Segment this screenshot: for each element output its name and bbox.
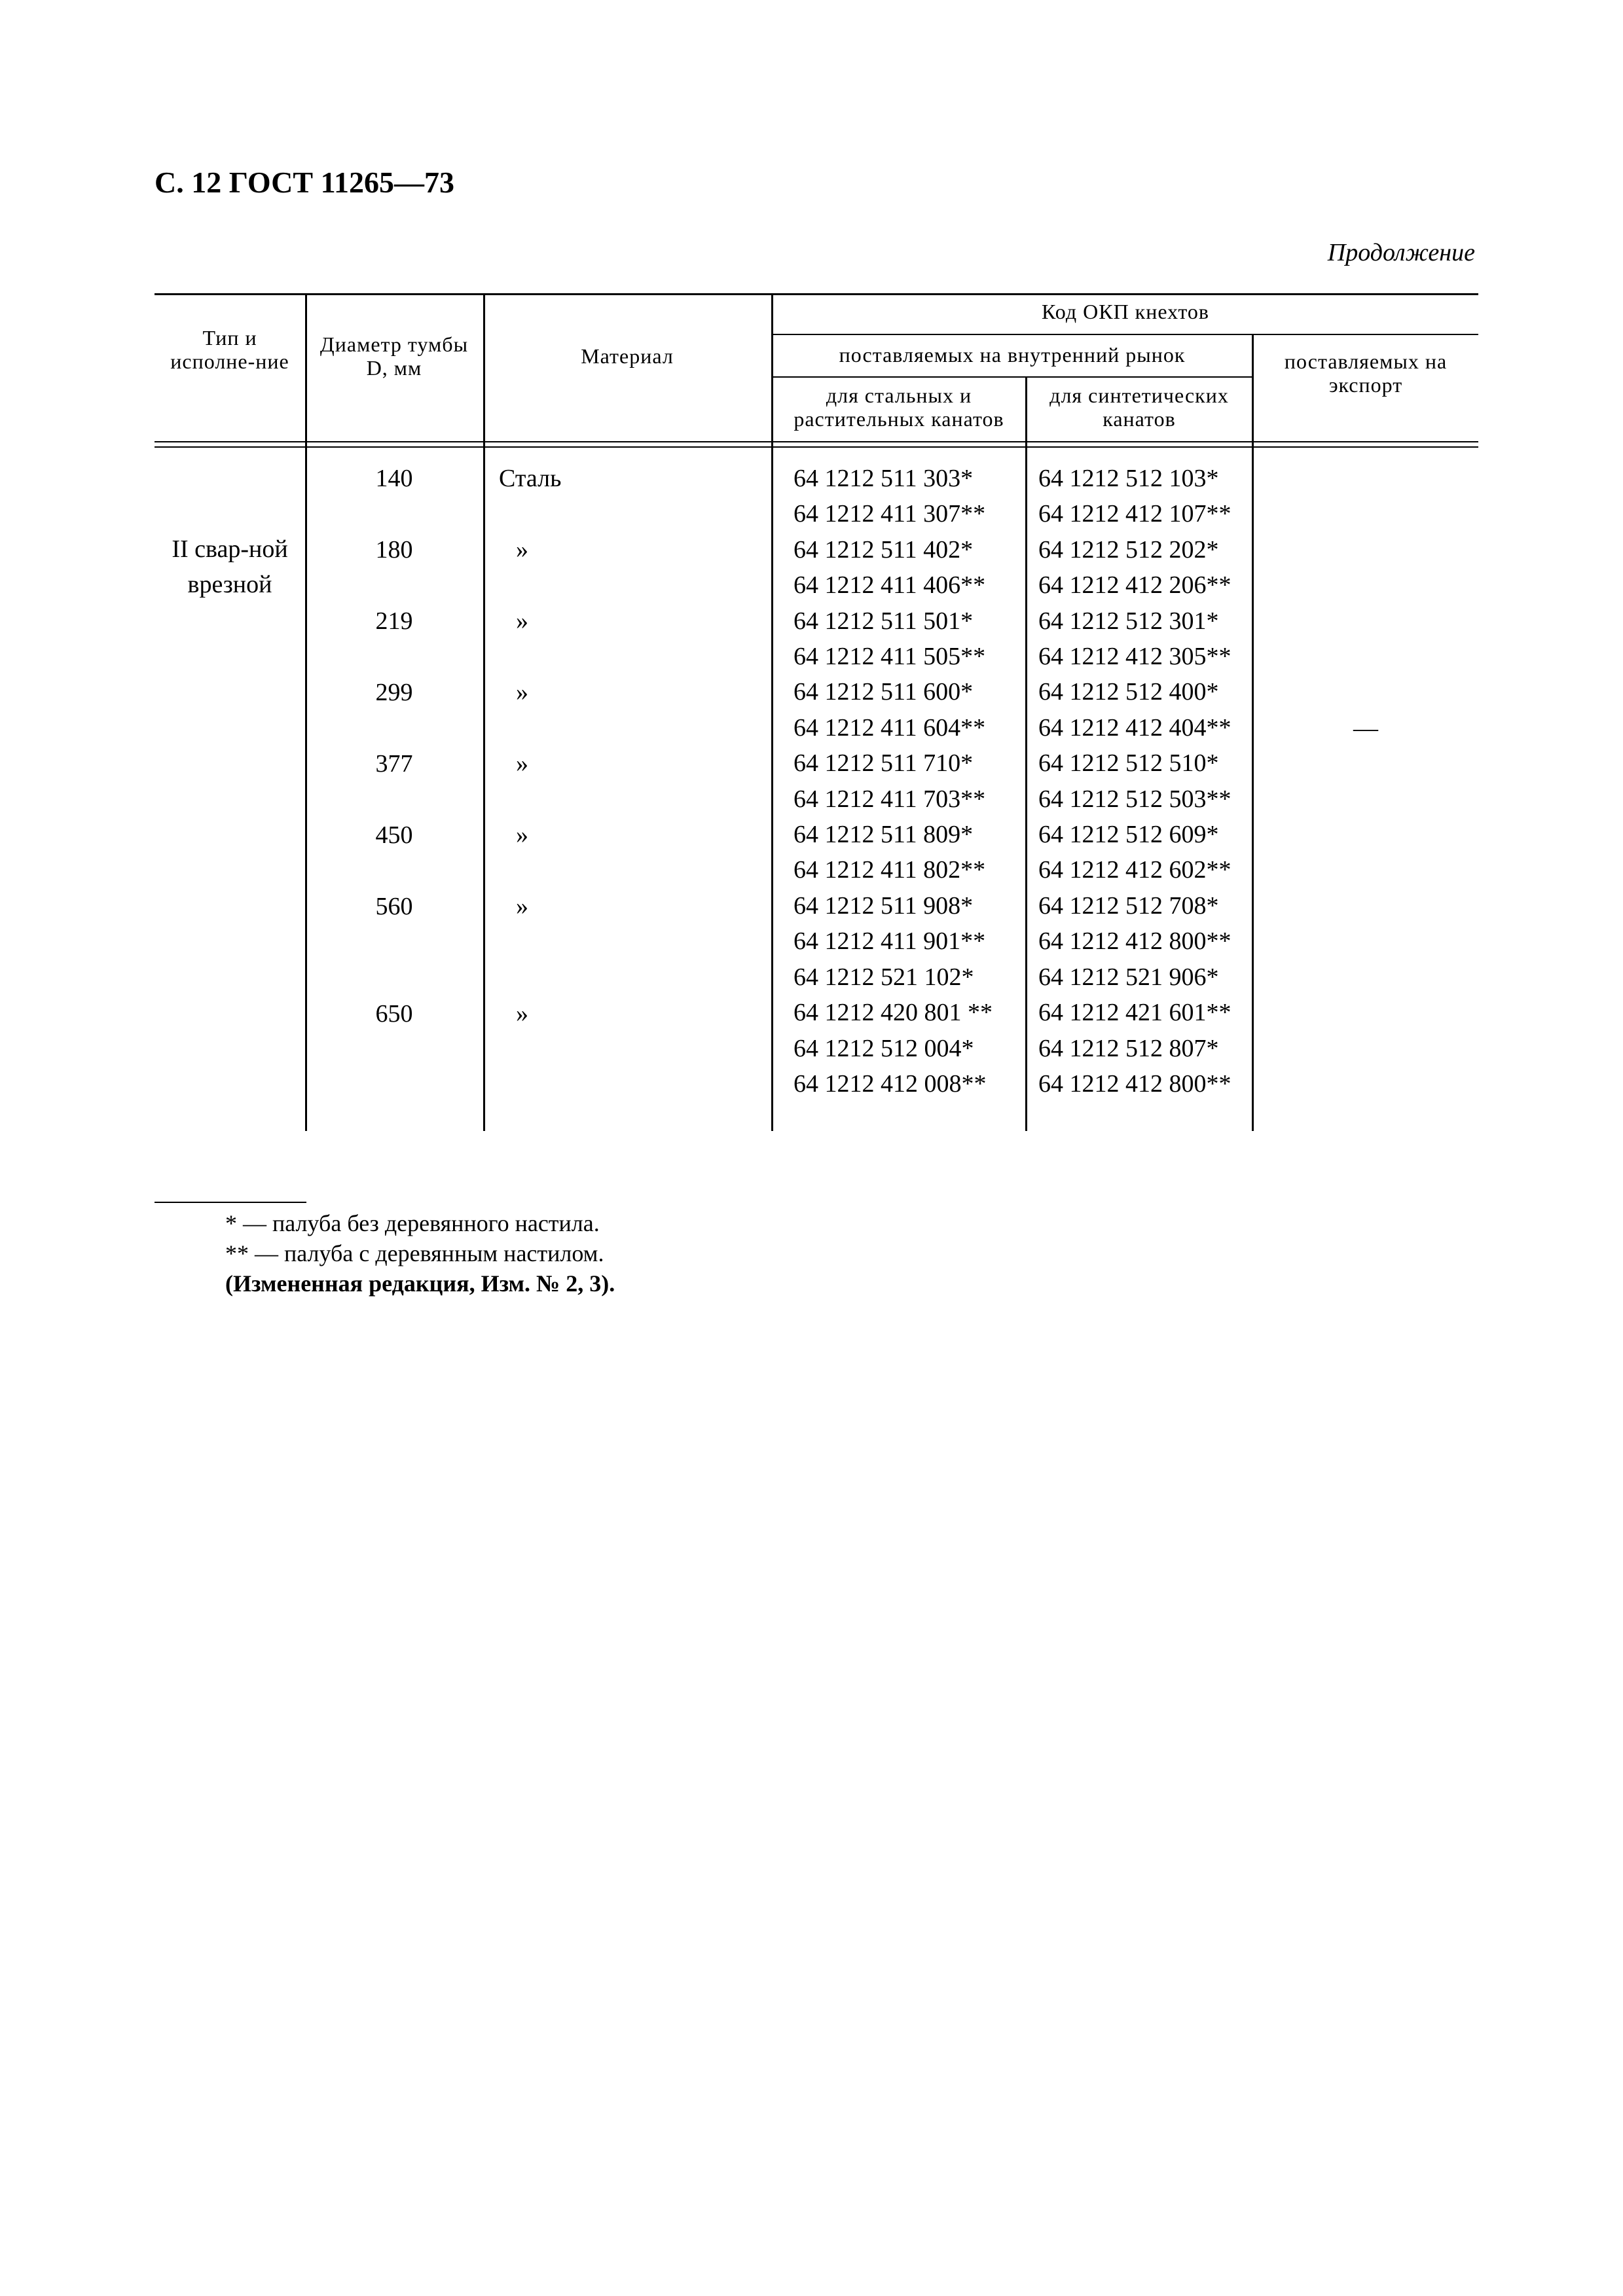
okp-group-divider [771,334,1478,335]
synthetic-code: 64 1212 512 503** [1038,785,1231,813]
steel-code: 64 1212 511 809* [793,821,974,849]
steel-code: 64 1212 521 102* [793,963,974,991]
synthetic-code: 64 1212 512 103* [1038,465,1219,492]
synthetic-code: 64 1212 412 800** [1038,1069,1231,1098]
footnote-separator [155,1202,306,1203]
synthetic-code: 64 1212 412 404** [1038,713,1231,742]
material-cell: » [516,679,528,706]
diameter-cell: 180 [375,536,413,564]
steel-code: 64 1212 511 908* [793,891,974,920]
synthetic-code: 64 1212 412 602** [1038,856,1231,884]
synthetic-code: 64 1212 512 400* [1038,678,1219,706]
header-material: Материал [581,344,674,368]
header-synthetic-ropes: для синтетических канатов [1049,384,1229,431]
steel-code: 64 1212 411 703** [793,785,986,813]
material-cell: » [516,750,528,778]
footnote-double-star: ** — палуба с деревянным настилом. [225,1240,604,1266]
col-divider-3 [771,295,773,1131]
material-cell: » [516,536,528,564]
diameter-cell: 650 [375,1000,413,1028]
synthetic-codes-column [1038,461,1231,1102]
material-cell: » [516,821,528,849]
steel-code: 64 1212 511 710* [793,749,974,778]
col-divider-2 [483,295,485,1131]
diameter-cell: 140 [375,465,413,492]
material-cell: Сталь [499,465,562,492]
steel-code: 64 1212 411 901** [793,927,986,956]
steel-code: 64 1212 511 501* [793,607,974,635]
steel-code: 64 1212 412 008** [793,1069,987,1098]
steel-code: 64 1212 411 802** [793,856,986,884]
synthetic-code: 64 1212 512 807* [1038,1034,1219,1062]
type-value: II свар-ной врезной [172,535,288,598]
export-value: — [1353,715,1378,742]
synthetic-code: 64 1212 512 609* [1038,821,1219,849]
synthetic-code: 64 1212 521 906* [1038,963,1219,991]
synthetic-code: 64 1212 512 202* [1038,535,1219,564]
synthetic-code: 64 1212 412 107** [1038,500,1231,528]
header-diameter: Диаметр тумбы D, мм [319,332,469,380]
domestic-group-divider [771,376,1253,378]
diameter-cell: 560 [375,893,413,920]
synthetic-code: 64 1212 512 708* [1038,891,1219,920]
diameter-cell: 219 [375,607,413,635]
header-export: поставляемых на экспорт [1284,350,1448,397]
synthetic-code: 64 1212 412 305** [1038,643,1231,671]
synthetic-code: 64 1212 412 800** [1038,927,1231,956]
col-divider-5 [1252,335,1254,1131]
synthetic-code: 64 1212 412 206** [1038,571,1231,600]
continuation-label: Продолжение [1327,239,1475,266]
steel-code: 64 1212 411 604** [793,713,986,742]
steel-code: 64 1212 511 600* [793,678,974,706]
page-header: С. 12 ГОСТ 11265—73 [155,166,455,199]
header-steel-ropes: для стальных и растительных канатов [793,384,1004,431]
table-top-border [155,293,1478,295]
header-bottom-rule-1 [155,441,1478,442]
header-bottom-rule-2 [155,446,1478,448]
diameter-cell: 299 [375,679,413,706]
col-divider-4 [1025,378,1027,1131]
steel-code: 64 1212 411 505** [793,643,986,671]
steel-code: 64 1212 411 307** [793,500,986,528]
material-cell: » [516,607,528,635]
col-divider-1 [305,295,307,1131]
steel-codes-column [793,461,993,1102]
steel-code: 64 1212 511 402* [793,535,974,564]
header-type: Тип и исполне-ние [170,326,289,373]
synthetic-code: 64 1212 512 510* [1038,749,1219,778]
diameter-cell: 377 [375,750,413,778]
steel-code: 64 1212 511 303* [793,465,974,492]
steel-code: 64 1212 512 004* [793,1034,974,1062]
amendment-note: (Измененная редакция, Изм. № 2, 3). [225,1270,615,1297]
footnote-single-star: * — палуба без деревянного настила. [225,1210,600,1236]
header-domestic-market: поставляемых на внутренний рынок [839,343,1186,367]
steel-code: 64 1212 420 801 ** [793,999,993,1027]
material-cell: » [516,1000,528,1028]
header-okp-code: Код ОКП кнехтов [1042,300,1209,323]
steel-code: 64 1212 411 406** [793,571,986,600]
synthetic-code: 64 1212 512 301* [1038,607,1219,635]
diameter-cell: 450 [375,821,413,849]
material-cell: » [516,893,528,920]
synthetic-code: 64 1212 421 601** [1038,999,1231,1027]
